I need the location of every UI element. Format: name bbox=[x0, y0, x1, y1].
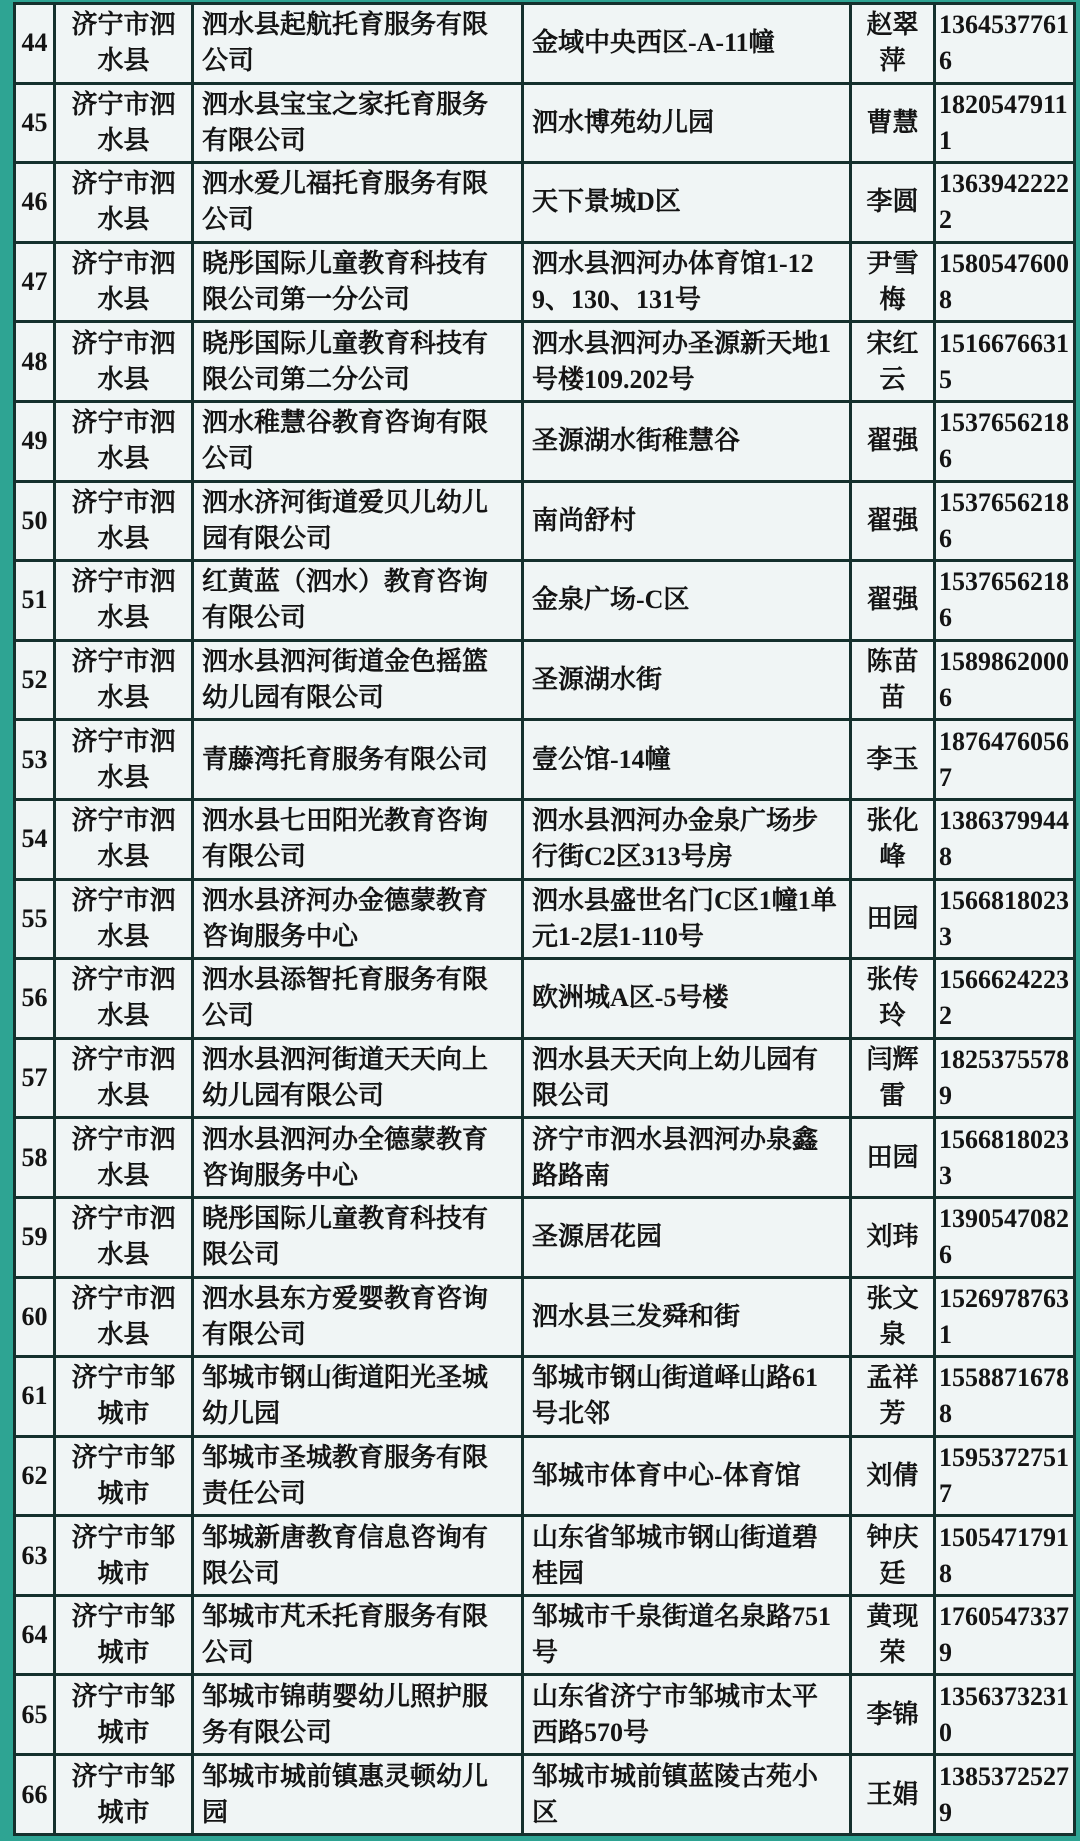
phone-cell: 15376562186 bbox=[935, 401, 1075, 481]
company-cell: 邹城市城前镇惠灵顿幼儿园 bbox=[193, 1755, 523, 1835]
phone-cell: 13863799448 bbox=[935, 799, 1075, 879]
address-cell: 圣源湖水街 bbox=[523, 640, 851, 720]
city-cell: 济宁市泗水县 bbox=[55, 401, 193, 481]
contact-cell: 闫辉雷 bbox=[851, 1038, 935, 1118]
phone-cell: 15269787631 bbox=[935, 1277, 1075, 1357]
city-cell: 济宁市泗水县 bbox=[55, 799, 193, 879]
contact-cell: 田园 bbox=[851, 879, 935, 959]
table-row bbox=[15, 1357, 1075, 1437]
city-cell: 济宁市泗水县 bbox=[55, 720, 193, 800]
contact-cell: 翟强 bbox=[851, 561, 935, 641]
contact-cell: 刘倩 bbox=[851, 1436, 935, 1516]
row-number-cell: 66 bbox=[15, 1755, 55, 1835]
row-number-cell: 51 bbox=[15, 561, 55, 641]
address-cell: 邹城市体育中心-体育馆 bbox=[523, 1436, 851, 1516]
table-row bbox=[15, 1197, 1075, 1277]
table-body bbox=[15, 4, 1075, 1835]
contact-cell: 张传玲 bbox=[851, 959, 935, 1039]
contact-cell: 李圆 bbox=[851, 163, 935, 243]
city-cell: 济宁市泗水县 bbox=[55, 481, 193, 561]
company-cell: 邹城市圣城教育服务有限责任公司 bbox=[193, 1436, 523, 1516]
city-cell: 济宁市邹城市 bbox=[55, 1595, 193, 1675]
city-cell: 济宁市邹城市 bbox=[55, 1675, 193, 1755]
row-number-cell: 59 bbox=[15, 1197, 55, 1277]
phone-cell: 15668180233 bbox=[935, 879, 1075, 959]
table-row bbox=[15, 1675, 1075, 1755]
contact-cell: 宋红云 bbox=[851, 322, 935, 402]
city-cell: 济宁市泗水县 bbox=[55, 561, 193, 641]
address-cell: 欧洲城A区-5号楼 bbox=[523, 959, 851, 1039]
row-number-cell: 65 bbox=[15, 1675, 55, 1755]
contact-cell: 张文泉 bbox=[851, 1277, 935, 1357]
company-cell: 泗水爱儿福托育服务有限公司 bbox=[193, 163, 523, 243]
table-row bbox=[15, 401, 1075, 481]
address-cell: 圣源湖水街稚慧谷 bbox=[523, 401, 851, 481]
phone-cell: 13645377616 bbox=[935, 4, 1075, 84]
contact-cell: 翟强 bbox=[851, 481, 935, 561]
company-cell: 泗水县泗河办全德蒙教育咨询服务中心 bbox=[193, 1118, 523, 1198]
table-row bbox=[15, 1118, 1075, 1198]
row-number-cell: 44 bbox=[15, 4, 55, 84]
table-row bbox=[15, 1516, 1075, 1596]
address-cell: 泗水县泗河办体育馆1-129、130、131号 bbox=[523, 242, 851, 322]
table-row bbox=[15, 163, 1075, 243]
table-row bbox=[15, 1595, 1075, 1675]
contact-cell: 钟庆廷 bbox=[851, 1516, 935, 1596]
city-cell: 济宁市邹城市 bbox=[55, 1755, 193, 1835]
company-cell: 泗水济河街道爱贝儿幼儿园有限公司 bbox=[193, 481, 523, 561]
company-cell: 晓彤国际儿童教育科技有限公司第二分公司 bbox=[193, 322, 523, 402]
row-number-cell: 49 bbox=[15, 401, 55, 481]
row-number-cell: 60 bbox=[15, 1277, 55, 1357]
row-number-cell: 55 bbox=[15, 879, 55, 959]
row-number-cell: 56 bbox=[15, 959, 55, 1039]
phone-cell: 13853725279 bbox=[935, 1755, 1075, 1835]
company-cell: 泗水县七田阳光教育咨询有限公司 bbox=[193, 799, 523, 879]
phone-cell: 13905470826 bbox=[935, 1197, 1075, 1277]
city-cell: 济宁市泗水县 bbox=[55, 1118, 193, 1198]
childcare-orgs-table bbox=[13, 2, 1076, 1836]
phone-cell: 18764760567 bbox=[935, 720, 1075, 800]
company-cell: 泗水县宝宝之家托育服务有限公司 bbox=[193, 83, 523, 163]
table-row bbox=[15, 242, 1075, 322]
phone-cell: 13639422222 bbox=[935, 163, 1075, 243]
city-cell: 济宁市泗水县 bbox=[55, 242, 193, 322]
phone-cell: 15666242232 bbox=[935, 959, 1075, 1039]
phone-cell: 15668180233 bbox=[935, 1118, 1075, 1198]
address-cell: 泗水县天天向上幼儿园有限公司 bbox=[523, 1038, 851, 1118]
contact-cell: 刘玮 bbox=[851, 1197, 935, 1277]
table-row bbox=[15, 640, 1075, 720]
address-cell: 南尚舒村 bbox=[523, 481, 851, 561]
city-cell: 济宁市泗水县 bbox=[55, 879, 193, 959]
phone-cell: 15805476008 bbox=[935, 242, 1075, 322]
table-row bbox=[15, 83, 1075, 163]
table-row bbox=[15, 879, 1075, 959]
row-number-cell: 53 bbox=[15, 720, 55, 800]
row-number-cell: 64 bbox=[15, 1595, 55, 1675]
address-cell: 邹城市千泉街道名泉路751号 bbox=[523, 1595, 851, 1675]
city-cell: 济宁市泗水县 bbox=[55, 83, 193, 163]
company-cell: 邹城市钢山街道阳光圣城幼儿园 bbox=[193, 1357, 523, 1437]
city-cell: 济宁市泗水县 bbox=[55, 959, 193, 1039]
company-cell: 泗水县添智托育服务有限公司 bbox=[193, 959, 523, 1039]
city-cell: 济宁市邹城市 bbox=[55, 1436, 193, 1516]
phone-cell: 18253755789 bbox=[935, 1038, 1075, 1118]
contact-cell: 张化峰 bbox=[851, 799, 935, 879]
row-number-cell: 48 bbox=[15, 322, 55, 402]
contact-cell: 王娟 bbox=[851, 1755, 935, 1835]
city-cell: 济宁市泗水县 bbox=[55, 322, 193, 402]
phone-cell: 15898620006 bbox=[935, 640, 1075, 720]
address-cell: 泗水县泗河办金泉广场步行街C2区313号房 bbox=[523, 799, 851, 879]
phone-cell: 17605473379 bbox=[935, 1595, 1075, 1675]
company-cell: 邹城新唐教育信息咨询有限公司 bbox=[193, 1516, 523, 1596]
phone-cell: 18205479111 bbox=[935, 83, 1075, 163]
table-row bbox=[15, 1436, 1075, 1516]
contact-cell: 尹雪梅 bbox=[851, 242, 935, 322]
row-number-cell: 62 bbox=[15, 1436, 55, 1516]
contact-cell: 孟祥芳 bbox=[851, 1357, 935, 1437]
address-cell: 邹城市城前镇蓝陵古苑小区 bbox=[523, 1755, 851, 1835]
phone-cell: 15376562186 bbox=[935, 561, 1075, 641]
row-number-cell: 61 bbox=[15, 1357, 55, 1437]
table-row bbox=[15, 481, 1075, 561]
row-number-cell: 50 bbox=[15, 481, 55, 561]
contact-cell: 翟强 bbox=[851, 401, 935, 481]
phone-cell: 15588716788 bbox=[935, 1357, 1075, 1437]
table-row bbox=[15, 4, 1075, 84]
row-number-cell: 58 bbox=[15, 1118, 55, 1198]
company-cell: 泗水县泗河街道天天向上幼儿园有限公司 bbox=[193, 1038, 523, 1118]
contact-cell: 田园 bbox=[851, 1118, 935, 1198]
address-cell: 山东省济宁市邹城市太平西路570号 bbox=[523, 1675, 851, 1755]
phone-cell: 15166766315 bbox=[935, 322, 1075, 402]
company-cell: 晓彤国际儿童教育科技有限公司 bbox=[193, 1197, 523, 1277]
company-cell: 青藤湾托育服务有限公司 bbox=[193, 720, 523, 800]
contact-cell: 李玉 bbox=[851, 720, 935, 800]
address-cell: 金泉广场-C区 bbox=[523, 561, 851, 641]
phone-cell: 13563732310 bbox=[935, 1675, 1075, 1755]
address-cell: 圣源居花园 bbox=[523, 1197, 851, 1277]
phone-cell: 15376562186 bbox=[935, 481, 1075, 561]
address-cell: 邹城市钢山街道峄山路61号北邻 bbox=[523, 1357, 851, 1437]
city-cell: 济宁市泗水县 bbox=[55, 1197, 193, 1277]
row-number-cell: 46 bbox=[15, 163, 55, 243]
company-cell: 邹城市芃禾托育服务有限公司 bbox=[193, 1595, 523, 1675]
city-cell: 济宁市泗水县 bbox=[55, 4, 193, 84]
company-cell: 晓彤国际儿童教育科技有限公司第一分公司 bbox=[193, 242, 523, 322]
contact-cell: 黄现荣 bbox=[851, 1595, 935, 1675]
row-number-cell: 54 bbox=[15, 799, 55, 879]
table-row bbox=[15, 1277, 1075, 1357]
contact-cell: 李锦 bbox=[851, 1675, 935, 1755]
row-number-cell: 63 bbox=[15, 1516, 55, 1596]
row-number-cell: 47 bbox=[15, 242, 55, 322]
phone-cell: 15953727517 bbox=[935, 1436, 1075, 1516]
phone-cell: 15054717918 bbox=[935, 1516, 1075, 1596]
address-cell: 金域中央西区-A-11幢 bbox=[523, 4, 851, 84]
city-cell: 济宁市泗水县 bbox=[55, 1038, 193, 1118]
company-cell: 泗水县起航托育服务有限公司 bbox=[193, 4, 523, 84]
company-cell: 邹城市锦萌婴幼儿照护服务有限公司 bbox=[193, 1675, 523, 1755]
row-number-cell: 57 bbox=[15, 1038, 55, 1118]
address-cell: 壹公馆-14幢 bbox=[523, 720, 851, 800]
company-cell: 泗水县济河办金德蒙教育咨询服务中心 bbox=[193, 879, 523, 959]
address-cell: 山东省邹城市钢山街道碧桂园 bbox=[523, 1516, 851, 1596]
company-cell: 红黄蓝（泗水）教育咨询有限公司 bbox=[193, 561, 523, 641]
city-cell: 济宁市泗水县 bbox=[55, 640, 193, 720]
table-row bbox=[15, 1755, 1075, 1835]
table-row bbox=[15, 799, 1075, 879]
address-cell: 泗水县三发舜和街 bbox=[523, 1277, 851, 1357]
city-cell: 济宁市泗水县 bbox=[55, 163, 193, 243]
company-cell: 泗水县东方爱婴教育咨询有限公司 bbox=[193, 1277, 523, 1357]
table-row bbox=[15, 720, 1075, 800]
row-number-cell: 52 bbox=[15, 640, 55, 720]
address-cell: 济宁市泗水县泗河办泉鑫路路南 bbox=[523, 1118, 851, 1198]
city-cell: 济宁市泗水县 bbox=[55, 1277, 193, 1357]
contact-cell: 曹慧 bbox=[851, 83, 935, 163]
contact-cell: 陈苗苗 bbox=[851, 640, 935, 720]
city-cell: 济宁市邹城市 bbox=[55, 1357, 193, 1437]
address-cell: 泗水县泗河办圣源新天地1号楼109.202号 bbox=[523, 322, 851, 402]
contact-cell: 赵翠萍 bbox=[851, 4, 935, 84]
company-cell: 泗水县泗河街道金色摇篮幼儿园有限公司 bbox=[193, 640, 523, 720]
address-cell: 泗水博苑幼儿园 bbox=[523, 83, 851, 163]
address-cell: 天下景城D区 bbox=[523, 163, 851, 243]
row-number-cell: 45 bbox=[15, 83, 55, 163]
table-row bbox=[15, 959, 1075, 1039]
table-row bbox=[15, 1038, 1075, 1118]
table-row bbox=[15, 561, 1075, 641]
company-cell: 泗水稚慧谷教育咨询有限公司 bbox=[193, 401, 523, 481]
city-cell: 济宁市邹城市 bbox=[55, 1516, 193, 1596]
table-row bbox=[15, 322, 1075, 402]
address-cell: 泗水县盛世名门C区1幢1单元1-2层1-110号 bbox=[523, 879, 851, 959]
